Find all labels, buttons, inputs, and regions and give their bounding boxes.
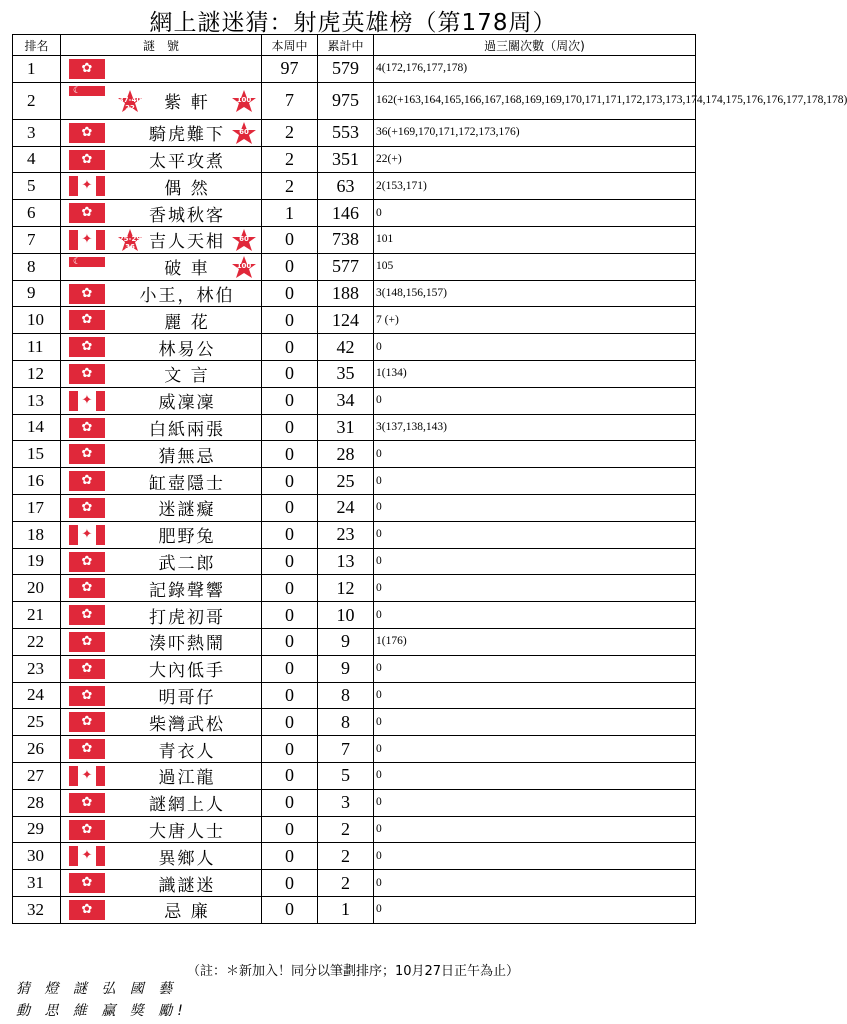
contestant-name: 過江龍 [158,768,216,789]
badge-label: 60 [239,234,249,243]
name-cell [61,494,262,521]
history-cell: 0 [374,736,696,763]
name-cell [61,360,262,387]
flag-hk-icon [69,471,105,491]
contestant-name: 偶 然 [164,178,210,199]
history-cell: 2(153,171) [374,173,696,200]
contestant-name: 武二郎 [158,553,216,574]
total-cell: 2 [318,843,374,870]
contestant-name [113,56,261,82]
total-cell: 9 [318,655,374,682]
total-cell: 1 [318,896,374,923]
contestant-name: 文 言 [164,366,210,387]
contestant-name: 白紙兩張 [149,419,225,440]
flag-hk-icon [69,418,105,438]
table-row [13,82,696,119]
week-cell: 0 [262,441,318,468]
history-cell: 0 [374,896,696,923]
total-cell: 9 [318,628,374,655]
badge-label: 60 [239,127,249,136]
name-cell [61,280,262,307]
contestant-name: 太平攻煮 [149,151,225,172]
contestant-name: 打虎初哥 [149,607,225,628]
flag-ca-icon [69,846,105,866]
flag-hk-icon [69,659,105,679]
rank-cell: 19 [13,548,61,575]
history-cell: 0 [374,441,696,468]
history-cell: 22(+) [374,146,696,173]
table-row [13,789,696,816]
flag-hk-icon [69,337,105,357]
total-cell: 124 [318,307,374,334]
header-name: 謎 號 [61,35,262,56]
name-cell [61,441,262,468]
week-cell: 0 [262,870,318,897]
rank-cell: 7 [13,226,61,253]
table-row [13,548,696,575]
table-row [13,762,696,789]
rank-cell: 20 [13,575,61,602]
contestant-name: 肥野兔 [158,527,216,548]
table-row [13,226,696,253]
total-cell: 13 [318,548,374,575]
rank-cell: 24 [13,682,61,709]
total-cell: 8 [318,709,374,736]
history-cell: 36(+169,170,171,172,173,176) [374,119,696,146]
history-cell: 0 [374,200,696,227]
name-cell [61,896,262,923]
name-cell [61,709,262,736]
table-row [13,521,696,548]
header-total: 累計中 [318,35,374,56]
table-row [13,655,696,682]
total-cell: 42 [318,334,374,361]
history-cell: 1(134) [374,360,696,387]
history-cell: 0 [374,602,696,629]
name-cell [61,173,262,200]
week-cell: 0 [262,548,318,575]
total-cell: 23 [318,521,374,548]
contestant-name: 麗 花 [164,312,210,333]
contestant-name: 明哥仔 [158,687,216,708]
rank-cell: 12 [13,360,61,387]
week-cell: 0 [262,628,318,655]
contestant-name: 破 車 [164,259,210,280]
header-rank: 排名 [13,35,61,56]
history-cell: 0 [374,548,696,575]
rank-cell: 14 [13,414,61,441]
total-cell: 35 [318,360,374,387]
week-cell: 0 [262,602,318,629]
footnote: （註：＊新加入！同分以筆劃排序；10月27日正午為止） [186,964,520,979]
badge-label: 37-40 22 [118,95,142,112]
rank-cell: 9 [13,280,61,307]
rank-cell: 25 [13,709,61,736]
flag-hk-icon [69,284,105,304]
week-cell: 0 [262,709,318,736]
rank-cell: 5 [13,173,61,200]
contestant-name: 威凜凜 [158,393,216,414]
week-cell: 0 [262,789,318,816]
history-cell: 1(176) [374,628,696,655]
history-cell: 7 (+) [374,307,696,334]
flag-hk-icon [69,605,105,625]
week-cell: 0 [262,843,318,870]
flag-ca-icon [69,176,105,196]
rank-cell: 18 [13,521,61,548]
name-cell [61,655,262,682]
week-cell: 0 [262,896,318,923]
contestant-name: 缸壺隱士 [149,473,225,494]
history-cell: 0 [374,682,696,709]
table-row [13,173,696,200]
week-cell: 0 [262,575,318,602]
contestant-name: 謎網上人 [149,795,225,816]
badge-label: 100 [236,95,252,104]
badge-label: 100 [236,261,252,270]
name-cell [61,56,262,83]
history-cell: 0 [374,468,696,495]
table-row [13,870,696,897]
history-cell: 3(137,138,143) [374,414,696,441]
flag-hk-icon [69,310,105,330]
flag-hk-icon [69,150,105,170]
total-cell: 351 [318,146,374,173]
table-row [13,200,696,227]
total-cell: 28 [318,441,374,468]
week-cell: 2 [262,146,318,173]
flag-hk-icon [69,123,105,143]
rank-cell: 6 [13,200,61,227]
week-cell: 0 [262,736,318,763]
contestant-name: 湊吓熱鬧 [149,634,225,655]
week-cell: 0 [262,387,318,414]
week-cell: 7 [262,82,318,119]
table-row [13,253,696,280]
table-row [13,146,696,173]
header-history: 過三關次數（周次) [374,35,696,56]
total-cell: 553 [318,119,374,146]
flag-hk-icon [69,820,105,840]
contestant-name: 青衣人 [158,741,216,762]
rank-cell: 17 [13,494,61,521]
history-cell: 3(148,156,157) [374,280,696,307]
name-cell [61,200,262,227]
week-cell: 0 [262,655,318,682]
badge-label: 25-29 36 [118,234,142,251]
table-row [13,280,696,307]
flag-hk-icon [69,364,105,384]
star-badge-icon [231,228,257,252]
contestant-name: 猜無忌 [158,446,216,467]
history-cell: 0 [374,334,696,361]
history-cell: 0 [374,789,696,816]
week-cell: 0 [262,414,318,441]
history-cell: 0 [374,387,696,414]
week-cell: 0 [262,682,318,709]
name-cell [61,682,262,709]
rank-cell: 27 [13,762,61,789]
history-cell: 0 [374,870,696,897]
flag-hk-icon [69,739,105,759]
table-row [13,334,696,361]
rank-cell: 2 [13,82,61,119]
table-row [13,628,696,655]
history-cell: 0 [374,762,696,789]
contestant-name: 香城秋客 [149,205,225,226]
contestant-name: 迷謎癡 [158,500,216,521]
history-cell: 162(+163,164,165,166,167,168,169,169,170,171,171,172,173,173,174,174,175,176,176,177,178,178) [374,82,696,119]
name-cell [61,146,262,173]
flag-hk-icon [69,873,105,893]
history-cell: 101 [374,226,696,253]
total-cell: 975 [318,82,374,119]
flag-hk-icon [69,712,105,732]
table-row [13,843,696,870]
flag-ca-icon [69,230,105,250]
name-cell [61,548,262,575]
rank-cell: 15 [13,441,61,468]
week-cell: 0 [262,226,318,253]
table-header-row [13,35,696,56]
table-row [13,575,696,602]
name-cell [61,789,262,816]
total-cell: 12 [318,575,374,602]
name-cell [61,628,262,655]
rank-cell: 32 [13,896,61,923]
name-cell [61,870,262,897]
flag-ca-icon [69,766,105,786]
flag-hk-icon [69,793,105,813]
flag-ca-icon [69,525,105,545]
flag-hk-icon [69,552,105,572]
total-cell: 188 [318,280,374,307]
contestant-name: 記錄聲響 [149,580,225,601]
rank-cell: 16 [13,468,61,495]
history-cell: 0 [374,521,696,548]
rank-cell: 23 [13,655,61,682]
rank-cell: 13 [13,387,61,414]
name-cell [61,387,262,414]
flag-hk-icon [69,578,105,598]
table-row [13,816,696,843]
ranking-rows [13,56,847,924]
page-title: 網上謎迷猜：射虎英雄榜（第178周） [149,10,557,36]
name-cell [61,468,262,495]
table-row [13,360,696,387]
table-row [13,387,696,414]
name-cell [61,575,262,602]
total-cell: 3 [318,789,374,816]
total-cell: 146 [318,200,374,227]
history-cell: 105 [374,253,696,280]
rank-cell: 8 [13,253,61,280]
rank-cell: 26 [13,736,61,763]
name-cell [61,414,262,441]
table-row [13,307,696,334]
flag-hk-icon [69,686,105,706]
table-row [13,56,696,83]
flag-sg-icon [69,86,105,106]
history-cell: 0 [374,655,696,682]
total-cell: 63 [318,173,374,200]
table-row [13,441,696,468]
name-cell [61,843,262,870]
rank-cell: 1 [13,56,61,83]
week-cell: 0 [262,494,318,521]
rank-cell: 4 [13,146,61,173]
flag-hk-icon [69,632,105,652]
week-cell: 0 [262,334,318,361]
history-cell: 0 [374,816,696,843]
history-cell: 0 [374,494,696,521]
star-badge-icon [231,255,257,279]
rank-cell: 21 [13,602,61,629]
table-row [13,602,696,629]
name-cell [61,226,262,253]
table-row [13,119,696,146]
rank-cell: 29 [13,816,61,843]
history-cell: 0 [374,843,696,870]
slogan-line-2: 動 思 維 贏 獎 勵! [16,1003,188,1019]
contestant-name: 紫 軒 [164,93,210,114]
contestant-name: 識謎迷 [158,875,216,896]
name-cell [61,521,262,548]
rank-cell: 28 [13,789,61,816]
week-cell: 0 [262,360,318,387]
total-cell: 34 [318,387,374,414]
total-cell: 7 [318,736,374,763]
name-cell [61,736,262,763]
contestant-name: 異鄉人 [158,848,216,869]
header-week: 本周中 [262,35,318,56]
flag-hk-icon [69,444,105,464]
table-row [13,709,696,736]
name-cell [61,334,262,361]
history-cell: 4(172,176,177,178) [374,56,696,83]
flag-hk-icon [69,900,105,920]
week-cell: 0 [262,468,318,495]
rank-cell: 22 [13,628,61,655]
table-row [13,682,696,709]
name-cell [61,119,262,146]
star-badge-icon [231,89,257,113]
total-cell: 10 [318,602,374,629]
name-cell [61,82,262,119]
rank-cell: 31 [13,870,61,897]
flag-ca-icon [69,391,105,411]
table-row [13,896,696,923]
flag-hk-icon [69,59,105,79]
table-row [13,736,696,763]
table-row [13,414,696,441]
total-cell: 8 [318,682,374,709]
total-cell: 579 [318,56,374,83]
flag-hk-icon [69,498,105,518]
rank-cell: 30 [13,843,61,870]
contestant-name: 林易公 [158,339,216,360]
total-cell: 31 [318,414,374,441]
week-cell: 0 [262,521,318,548]
rank-cell: 3 [13,119,61,146]
total-cell: 5 [318,762,374,789]
total-cell: 24 [318,494,374,521]
contestant-name: 騎虎難下 [149,125,225,146]
table-row [13,468,696,495]
total-cell: 25 [318,468,374,495]
flag-sg-icon [69,257,105,277]
name-cell [61,253,262,280]
contestant-name: 柴灣武松 [149,714,225,735]
name-cell [61,762,262,789]
ranking-table [12,34,847,924]
rank-cell: 11 [13,334,61,361]
total-cell: 2 [318,870,374,897]
name-cell [61,307,262,334]
rank-cell: 10 [13,307,61,334]
week-cell: 0 [262,253,318,280]
flag-hk-icon [69,203,105,223]
table-row [13,494,696,521]
star-badge-icon [117,228,143,252]
contestant-name: 小王，林伯 [139,285,235,306]
total-cell: 738 [318,226,374,253]
week-cell: 2 [262,173,318,200]
history-cell: 0 [374,575,696,602]
week-cell: 2 [262,119,318,146]
slogan-line-1: 猜 燈 謎 弘 國 藝 [16,981,178,997]
contestant-name: 忌 廉 [164,902,210,923]
star-badge-icon [231,121,257,145]
name-cell [61,602,262,629]
week-cell: 1 [262,200,318,227]
contestant-name: 大唐人士 [149,821,225,842]
week-cell: 97 [262,56,318,83]
total-cell: 577 [318,253,374,280]
week-cell: 0 [262,307,318,334]
name-cell [61,816,262,843]
total-cell: 2 [318,816,374,843]
week-cell: 0 [262,280,318,307]
contestant-name: 吉人天相 [149,232,225,253]
week-cell: 0 [262,762,318,789]
history-cell: 0 [374,709,696,736]
week-cell: 0 [262,816,318,843]
star-badge-icon [117,89,143,113]
contestant-name: 大內低手 [149,661,225,682]
